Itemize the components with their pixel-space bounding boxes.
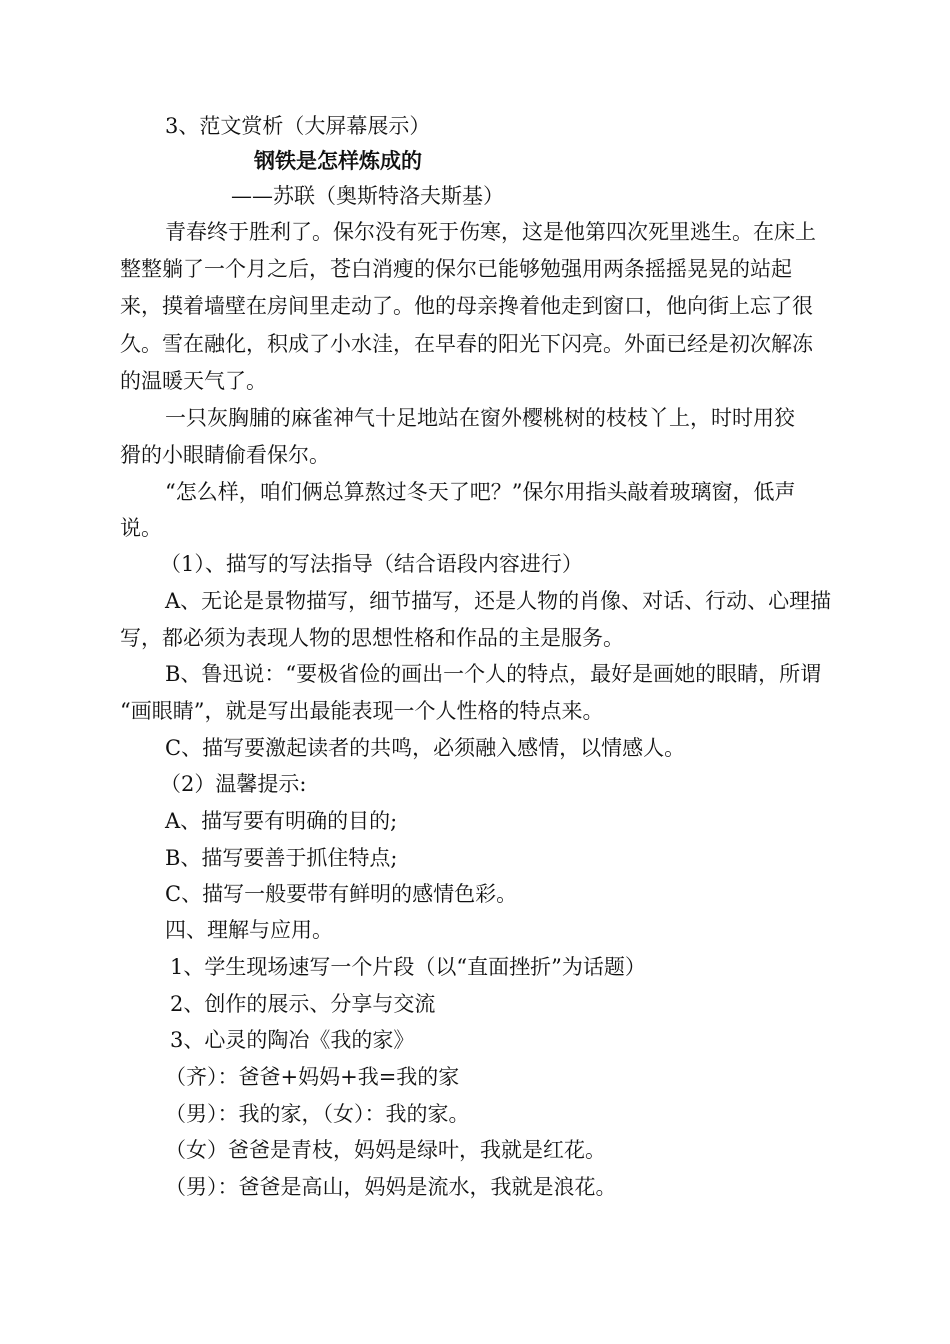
tip-item: C、描写一般要带有鲜明的感情色彩。 [165, 882, 518, 906]
poem-line: （齐）：爸爸+妈妈+我=我的家 [165, 1065, 460, 1089]
paragraph1-line: 的温暖天气了。 [120, 369, 267, 393]
section4-heading: 四、理解与应用。 [165, 918, 333, 942]
poem-line: （男）：爸爸是高山，妈妈是流水，我就是浪花。 [165, 1175, 617, 1199]
guide-b-line: “画眼睛”，就是写出最能表现一个人性格的特点来。 [120, 699, 604, 723]
guide-b-line: B、鲁迅说：“要极省俭的画出一个人的特点，最好是画她的眼睛，所谓 [165, 662, 822, 686]
paragraph2-line: 猾的小眼睛偷看保尔。 [120, 443, 330, 467]
article-author: ——苏联（奥斯特洛夫斯基） [231, 184, 504, 208]
paragraph3-line: 说。 [120, 516, 162, 540]
article-title: 钢铁是怎样炼成的 [254, 149, 422, 173]
guide-a-line: 写，都必须为表现人物的思想性格和作品的主是服务。 [120, 626, 624, 650]
guide-c: C、描写要激起读者的共鸣，必须融入感情，以情感人。 [165, 736, 686, 760]
section-heading: 3、范文赏析（大屏幕展示） [165, 114, 431, 138]
poem-line: （男）：我的家，（女）：我的家。 [165, 1102, 470, 1126]
poem-line: （女）爸爸是青枝，妈妈是绿叶，我就是红花。 [165, 1138, 606, 1162]
paragraph2-line: 一只灰胸脯的麻雀神气十足地站在窗外樱桃树的枝枝丫上，时时用狡 [165, 406, 795, 430]
guide-a-line: A、无论是景物描写，细节描写，还是人物的肖像、对话、行动、心理描 [165, 589, 832, 613]
guide-heading: （1）、描写的写法指导（结合语段内容进行） [160, 552, 583, 576]
paragraph1-line: 来，摸着墙壁在房间里走动了。他的母亲搀着他走到窗口，他向街上忘了很 [120, 294, 813, 318]
tips-heading: （2）温馨提示: [160, 772, 307, 796]
tip-item: A、描写要有明确的目的; [165, 809, 398, 833]
paragraph1-line: 整整躺了一个月之后，苍白消瘦的保尔已能够勉强用两条摇摇晃晃的站起 [120, 257, 792, 281]
paragraph1-line: 青春终于胜利了。保尔没有死于伤寒，这是他第四次死里逃生。在床上 [165, 220, 816, 244]
section4-item: 1、学生现场速写一个片段（以“直面挫折”为话题） [170, 955, 646, 979]
section4-item: 2、创作的展示、分享与交流 [170, 992, 436, 1016]
section4-item: 3、心灵的陶冶《我的家》 [170, 1028, 415, 1052]
paragraph1-line: 久。雪在融化，积成了小水洼，在早春的阳光下闪亮。外面已经是初次解冻 [120, 332, 813, 356]
paragraph3-line: “怎么样，咱们俩总算熬过冬天了吧？”保尔用指头敲着玻璃窗，低声 [165, 480, 796, 504]
tip-item: B、描写要善于抓住特点; [165, 846, 398, 870]
